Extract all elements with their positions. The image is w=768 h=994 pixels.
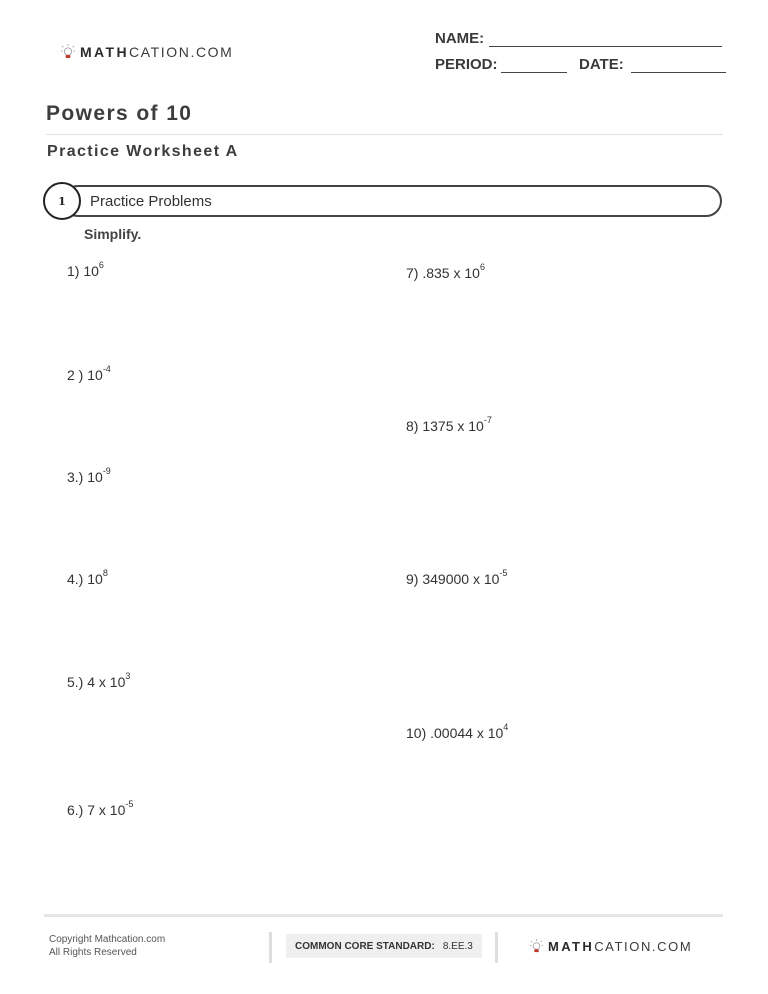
copyright-line-1: Copyright Mathcation.com	[49, 934, 166, 945]
date-label: DATE:	[579, 56, 624, 73]
date-field	[579, 56, 726, 73]
standard-value: 8.EE.3	[442, 940, 473, 952]
name-label: NAME:	[435, 30, 485, 47]
problem-3: 3.) $10^{-9}$	[67, 466, 111, 485]
copyright-line-2: All Rights Reserved	[49, 947, 137, 958]
problem-2: 2 ) $10^{-4}$	[67, 364, 111, 383]
period-label: PERIOD:	[435, 56, 498, 73]
standard-label: COMMON CORE STANDARD:	[295, 940, 435, 952]
footer-logo	[530, 939, 692, 954]
common-core-standard-badge	[286, 934, 482, 958]
problem-10: 10) .00044 x $10^4$	[406, 722, 509, 741]
problem-6: 6.) 7 x $10^{-5}$	[67, 799, 134, 818]
logo-cation: CATION.COM	[594, 939, 693, 954]
problem-9: 9) 349000 x $10^{-5}$	[406, 568, 508, 587]
section-number: 1	[58, 194, 66, 208]
problem-5: 5.) 4 x $10^3$	[67, 671, 131, 690]
footer-divider	[44, 914, 723, 917]
footer-separator-2	[495, 932, 498, 963]
section-number-badge	[43, 182, 81, 220]
name-field	[435, 30, 722, 47]
period-line[interactable]	[501, 58, 567, 73]
problem-7: 7) .835 x $10^6$	[406, 262, 485, 281]
problem-4: 4.) $10^8$	[67, 568, 108, 587]
instruction: Simplify.	[84, 226, 142, 242]
page-title: Powers of 10	[46, 102, 193, 125]
problem-8: 8) 1375 x $10^{-7}$	[406, 415, 492, 434]
logo-math: MATH	[548, 939, 595, 954]
page-subtitle: Practice Worksheet A	[47, 143, 239, 160]
title-divider	[46, 134, 723, 135]
copyright	[49, 933, 165, 959]
name-line[interactable]	[489, 32, 722, 47]
problem-1: 1) $10^6$	[67, 260, 104, 279]
section-title: Practice Problems	[90, 193, 212, 210]
lightbulb-icon	[61, 44, 75, 60]
logo-math: MATH	[80, 44, 129, 60]
period-field	[435, 56, 567, 73]
lightbulb-icon	[530, 939, 543, 954]
header-logo	[61, 44, 233, 60]
footer-separator-1	[269, 932, 272, 963]
logo-cation: CATION.COM	[129, 44, 234, 60]
date-line[interactable]	[631, 58, 726, 73]
